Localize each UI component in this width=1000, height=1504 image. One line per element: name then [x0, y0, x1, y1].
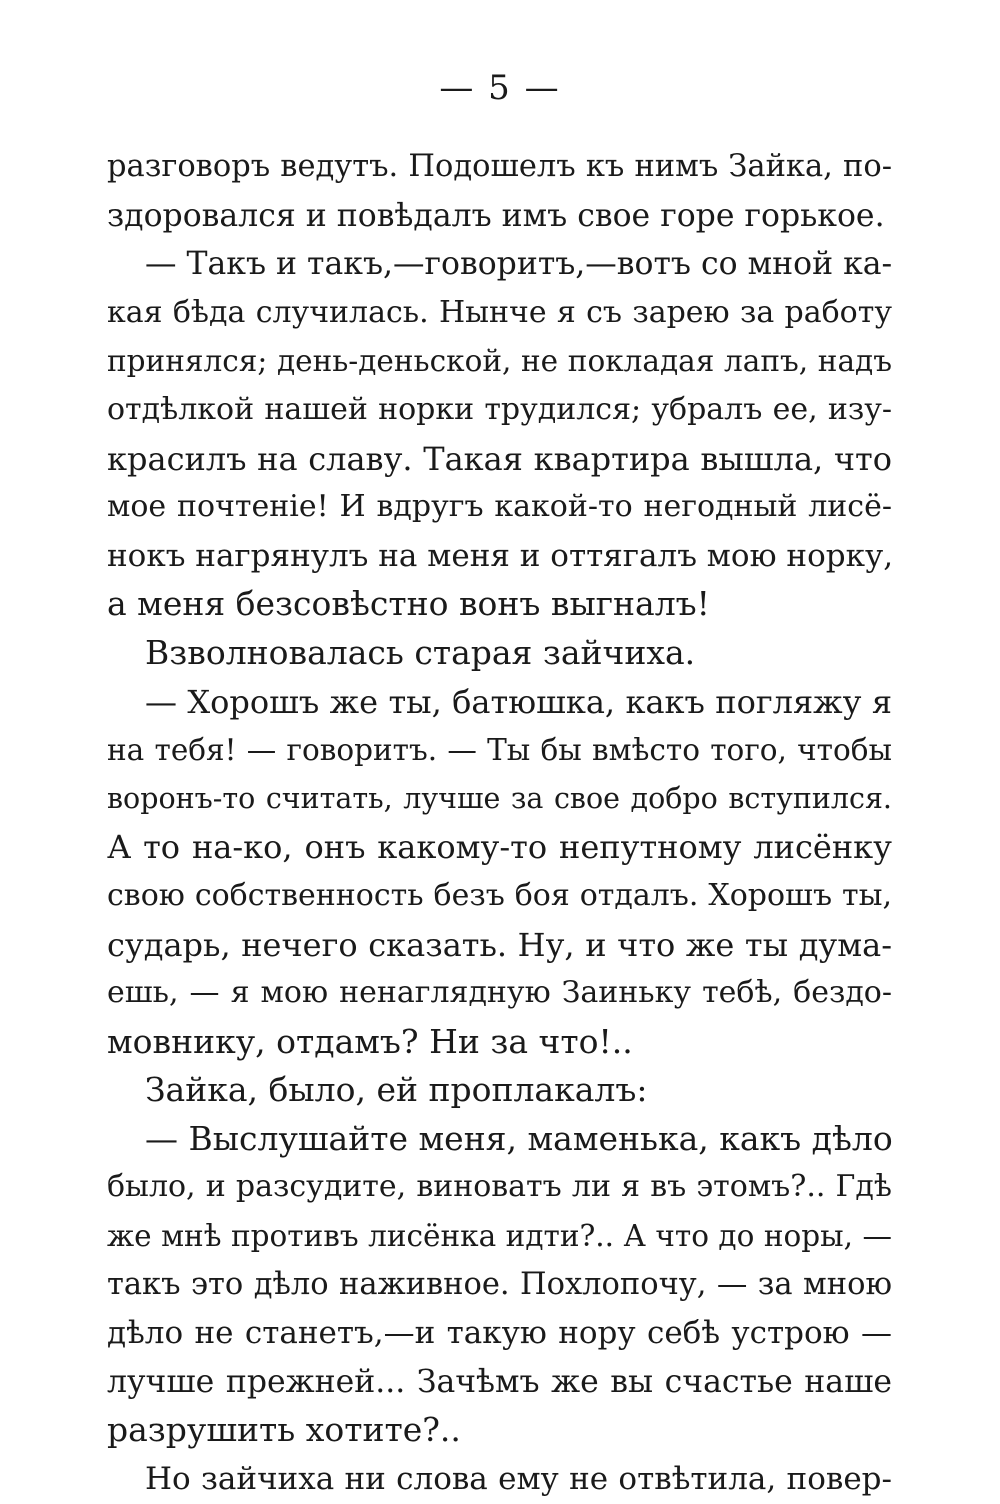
text-line: мовнику, отдамъ? Ни за что!.. [107, 1021, 633, 1061]
text-line: сударь, нечего сказать. Ну, и что же ты дума- [107, 925, 892, 964]
body-text [107, 143, 892, 1504]
text-line: здоровался и повѣдалъ имъ свое горе горькое. [107, 197, 885, 234]
text-line: ешь, — я мою ненаглядную Заиньку тебѣ, бездо- [107, 975, 892, 1011]
text-line: отдѣлкой нашей норки трудился; убралъ ее, изу- [107, 391, 892, 427]
text-line: воронъ-то считать, лучше за свое добро вступился. [107, 781, 892, 815]
text-line: нокъ нагрянулъ на меня и оттягалъ мою норку, [107, 537, 894, 574]
text-line: лучше прежней... Зачѣмъ же вы счастье наше [107, 1363, 892, 1400]
text-line: кая бѣда случилась. Нынче я съ зарею за работу [107, 294, 892, 330]
text-line: было, и разсудите, виноватъ ли я въ этомъ?.. Гдѣ [107, 1169, 892, 1205]
text-line: разговоръ ведутъ. Подошелъ къ нимъ Зайка, по- [107, 149, 892, 184]
page-number-header: — 5 — [439, 68, 561, 108]
text-line: — Хорошъ же ты, батюшка, какъ погляжу я [145, 682, 892, 721]
text-line: мое почтеніе! И вдругъ какой-то негодный лисё- [107, 489, 892, 525]
text-line: дѣло не станетъ,—и такую нору себѣ устрою — [107, 1315, 892, 1352]
text-line: разрушить хотите?.. [107, 1410, 461, 1450]
text-line: Взволновалась старая зайчиха. [145, 632, 696, 672]
text-line: на тебя! — говоритъ. — Ты бы вмѣсто того, чтобы [107, 733, 892, 768]
text-line: А то на-ко, онъ какому-то непутному лисёнку [107, 828, 892, 867]
text-line: — Такъ и такъ,—говоритъ,—вотъ со мной ка- [145, 246, 893, 283]
text-line: красилъ на славу. Такая квартира вышла, что [107, 439, 892, 478]
text-line: принялся; день-деньской, не покладая лапъ, надъ [107, 344, 892, 379]
text-line: — Выслушайте меня, маменька, какъ дѣло [145, 1118, 893, 1158]
text-line: же мнѣ противъ лисёнка идти?.. А что до норы, — [107, 1219, 892, 1254]
text-line: свою собственность безъ боя отдалъ. Хорошъ ты, [107, 877, 892, 913]
text-line: Зайка, было, ей проплакалъ: [145, 1070, 648, 1110]
text-line: а меня безсовѣстно вонъ выгналъ! [107, 584, 710, 624]
text-line: такъ это дѣло наживное. Похлопочу, — за мною [107, 1266, 892, 1302]
text-line: Но зайчиха ни слова ему не отвѣтила, повер- [145, 1461, 892, 1498]
